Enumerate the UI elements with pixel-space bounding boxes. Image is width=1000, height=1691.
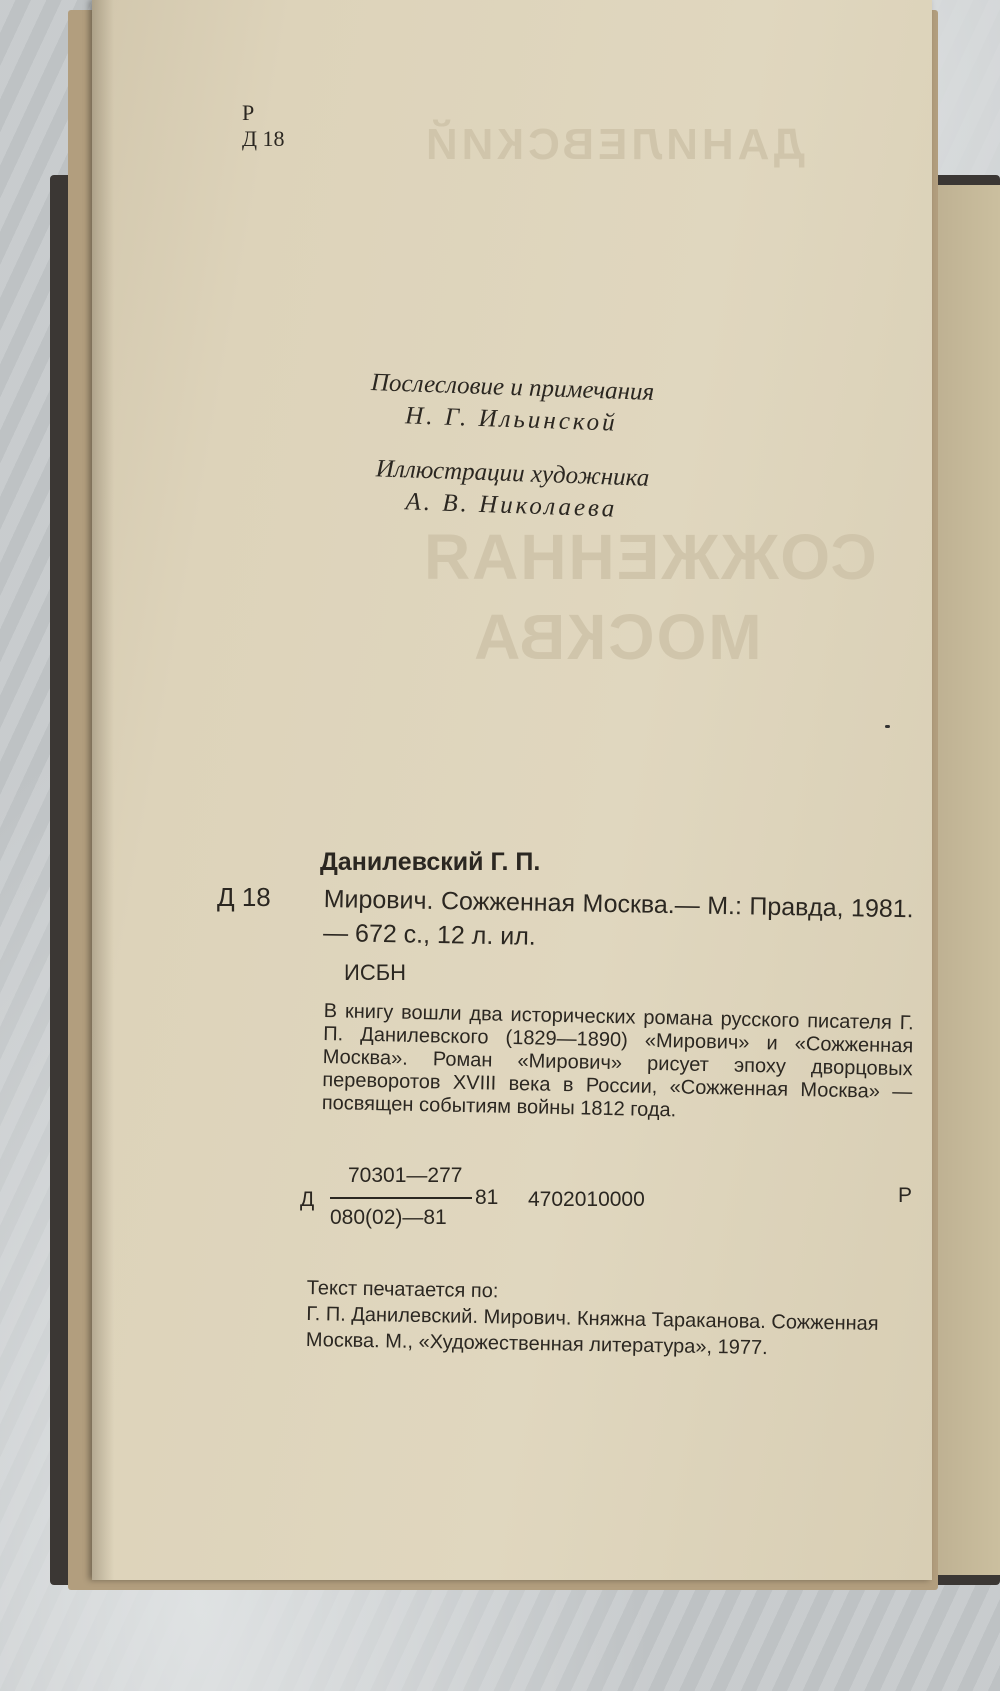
show-through-text: ДАНИЛЕВСКИЙ (422, 120, 805, 169)
ink-speck (885, 725, 890, 728)
illustrations-label: Иллюстрации художника (375, 455, 650, 492)
afterword-name: Н. Г. Ильинской (404, 402, 619, 437)
afterword-label: Послесловие и примечания (370, 369, 655, 406)
code-letter: Д (300, 1188, 315, 1211)
catalog-card (92, 0, 932, 1580)
fraction-bar (330, 1197, 472, 1199)
title-entry: Мирович. Сожженная Москва.— М.: Правда, 1981.— 672 с., 12 л. ил. (322, 884, 914, 951)
code-mark: Р (898, 1184, 913, 1207)
code-denominator: 080(02)—81 (330, 1206, 447, 1229)
source-text: Г. П. Данилевский. Мирович. Княжна Тараканова. Сожженная Москва. М., «Художественная литература», 1977. (305, 1302, 879, 1360)
show-through-text: СОЖЖЕННАЯ (422, 521, 877, 593)
illustrations-name: А. В. Николаева (405, 488, 618, 523)
code-numerator: 70301—277 (348, 1164, 463, 1187)
show-through-text: МОСКВА (472, 601, 762, 673)
source-label: Текст печатается по: (306, 1276, 499, 1303)
source-note (306, 1275, 907, 1363)
classification-code (300, 1160, 940, 1240)
code-year: 81 (475, 1186, 499, 1209)
isbn-label: ИСБН (344, 960, 407, 985)
author-heading: Данилевский Г. П. (320, 848, 541, 876)
book-page (92, 0, 932, 1580)
code-number: 4702010000 (528, 1188, 645, 1211)
annotation-text: В книгу вошли два исторических романа русского писателя Г. П. Данилевского (1829—1890) «Мирович» и «Сожженная Москва». Роман «Мирович» рисует эпоху дворцовых переворотов XVIII века в России, «Сожженная Москва» — посвящен событиям войны 1812 года. (321, 1000, 914, 1122)
corner-code-index: Д 18 (242, 126, 285, 151)
corner-code-r: Р (242, 100, 255, 125)
catalog-index: Д 18 (217, 882, 271, 912)
